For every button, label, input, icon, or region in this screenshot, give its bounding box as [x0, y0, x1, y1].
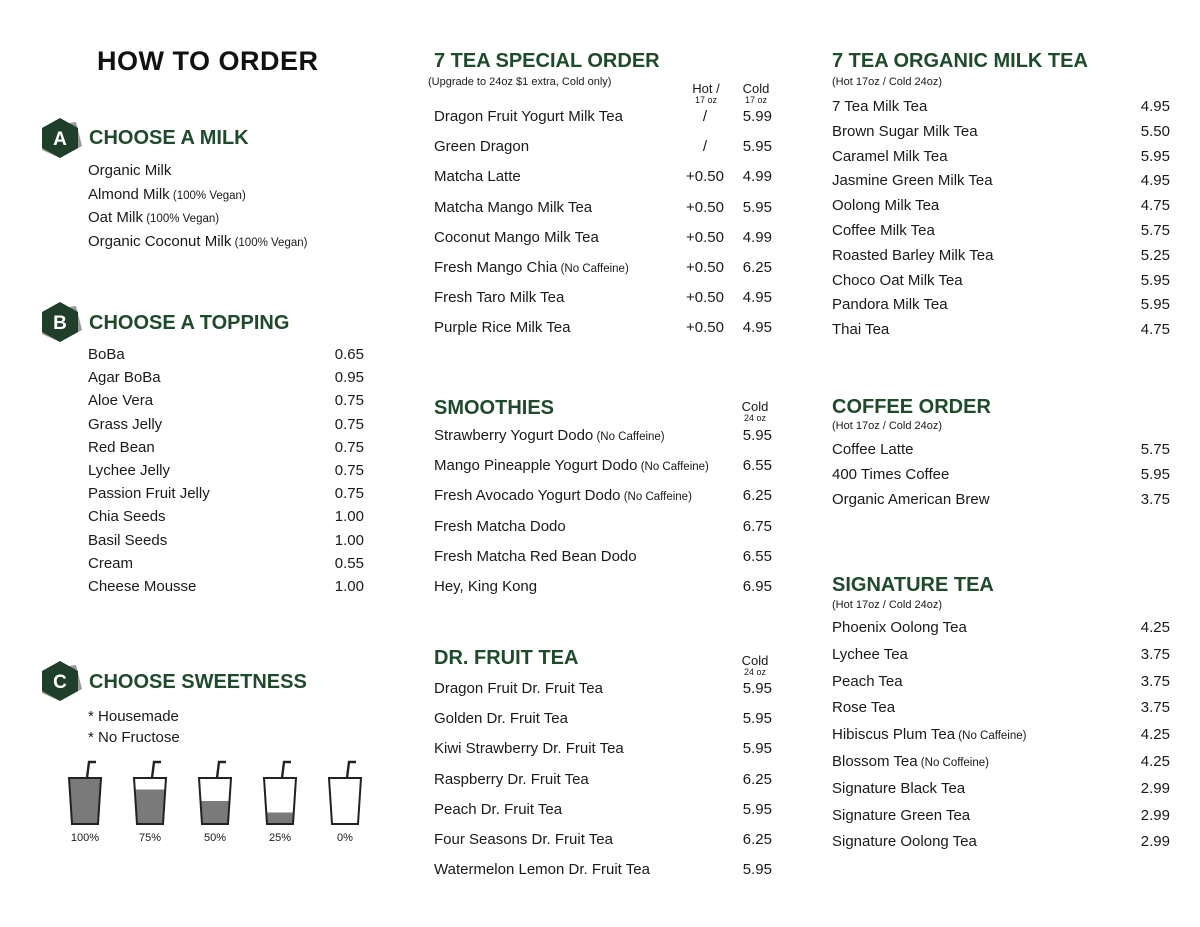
menu-item-name [434, 680, 603, 697]
item-name: Fresh Matcha Red Bean Dodo [434, 547, 637, 565]
smoothies-cold-header: Cold 24 oz [741, 399, 769, 423]
smoothie-price: 6.55 [742, 457, 772, 475]
signature-price: 2.99 [1140, 806, 1170, 824]
cold-price: 4.99 [742, 168, 772, 186]
step-c-letter: C [53, 672, 67, 693]
organic_milk_tea-price: 5.50 [1140, 122, 1170, 140]
smoothie-price: 6.55 [742, 547, 772, 565]
fruit-tea-price: 5.95 [742, 740, 772, 758]
organic_milk_tea-price: 4.75 [1140, 197, 1170, 215]
organic_milk_tea-price: 5.95 [1140, 147, 1170, 165]
cold-price: 5.95 [742, 198, 772, 216]
menu-item-name [832, 673, 903, 690]
cold-price: 4.95 [742, 289, 772, 307]
fruit-tea-price: 5.95 [742, 861, 772, 879]
signature-price: 3.75 [1140, 672, 1170, 690]
item-name: Matcha Mango Milk Tea [434, 198, 593, 216]
menu-item-name [434, 259, 629, 276]
item-note: (No Caffeine) [637, 461, 709, 474]
sweetness-note-housemade: * Housemade [88, 708, 179, 725]
menu-item-name [832, 172, 993, 189]
topping-price: 1.00 [334, 531, 364, 549]
cup-icon [260, 758, 300, 826]
item-name: Dragon Fruit Dr. Fruit Tea [434, 680, 603, 697]
menu-item-name [434, 801, 562, 818]
fruit-tea-price: 5.95 [742, 680, 772, 697]
signature-price: 4.25 [1140, 753, 1170, 770]
cup-icon [325, 758, 365, 826]
item-name: Peach Dr. Fruit Tea [434, 800, 563, 818]
topping-price: 0.75 [334, 415, 364, 433]
cup-icon [130, 758, 170, 826]
menu-item-name [434, 289, 564, 306]
menu-item-name [88, 508, 166, 525]
hot-price: +0.50 [686, 228, 724, 246]
organic-milk-tea-subtitle: (Hot 17oz / Cold 24oz) [832, 76, 943, 88]
hot-price: +0.50 [686, 289, 724, 307]
item-name: Cream [88, 554, 134, 572]
cup-label: 75% [138, 832, 162, 844]
menu-item-name [832, 699, 895, 716]
item-name: Signature Oolong Tea [832, 833, 977, 851]
special-order-subtitle: (Upgrade to 24oz $1 extra, Cold only) [428, 76, 612, 88]
hot-price: +0.50 [686, 168, 724, 186]
hot-price: +0.50 [686, 319, 724, 337]
item-name: Almond Milk [88, 185, 170, 203]
menu-item-name [88, 462, 170, 479]
menu-item-name [434, 487, 692, 504]
topping-price: 0.95 [334, 369, 364, 387]
smoothie-price: 6.75 [742, 517, 772, 535]
item-name: Dragon Fruit Yogurt Milk Tea [434, 108, 623, 125]
menu-item-name [832, 833, 977, 850]
cup-label: 50% [203, 832, 227, 844]
coffee-price: 5.95 [1140, 465, 1170, 483]
menu-item-name [88, 233, 307, 250]
item-name: Hey, King Kong [434, 578, 538, 595]
item-name: BoBa [88, 346, 125, 363]
topping-price: 0.75 [334, 438, 364, 456]
menu-item-name [832, 646, 908, 663]
menu-item-name [434, 199, 592, 216]
menu-item-name [832, 296, 948, 313]
organic_milk_tea-price: 4.95 [1140, 98, 1170, 115]
item-name: Grass Jelly [88, 415, 163, 433]
menu-item-name [832, 726, 1027, 743]
choose-topping-title: CHOOSE A TOPPING [89, 312, 290, 334]
menu-item-name [832, 807, 970, 824]
cold-price: 4.95 [742, 319, 772, 337]
menu-item-name [88, 532, 167, 549]
item-name: Watermelon Lemon Dr. Fruit Tea [434, 861, 650, 879]
item-name: Signature Green Tea [832, 806, 971, 824]
cup-label: 25% [268, 832, 292, 844]
step-b-badge-icon [38, 300, 84, 344]
cup-icon [65, 758, 105, 826]
menu-item-name [434, 578, 537, 595]
item-note: (No Caffeine) [593, 431, 665, 443]
menu-item-name [434, 771, 589, 788]
item-name: Rose Tea [832, 699, 896, 717]
signature-price: 3.75 [1140, 645, 1170, 663]
menu-item-name [434, 229, 599, 246]
menu-item-name [832, 753, 989, 770]
hot-price: / [702, 138, 708, 156]
item-name: Strawberry Yogurt Dodo [434, 427, 594, 444]
item-name: 400 Times Coffee [832, 465, 950, 483]
item-name: Phoenix Oolong Tea [832, 619, 967, 636]
choose-milk-title: CHOOSE A MILK [89, 127, 249, 149]
topping-price: 0.75 [334, 392, 364, 410]
sweetness-cups [60, 758, 380, 850]
item-name: Lychee Jelly [88, 462, 170, 479]
menu-item-name [832, 321, 889, 338]
cold-price: 4.99 [742, 228, 772, 246]
menu-item-name [88, 578, 196, 595]
organic_milk_tea-price: 4.95 [1140, 172, 1170, 190]
cup-icon [195, 758, 235, 826]
cold-price: 5.95 [742, 138, 772, 156]
item-name: Fresh Avocado Yogurt Dodo [434, 487, 621, 505]
signature-title: SIGNATURE TEA [832, 574, 994, 596]
hot-price: +0.50 [686, 198, 724, 216]
organic_milk_tea-price: 5.95 [1140, 271, 1170, 289]
menu-item-name [434, 831, 613, 848]
menu-item-name [434, 457, 709, 474]
menu-item-name [88, 416, 162, 433]
fruit-tea-price: 5.95 [742, 800, 772, 818]
item-name: Blossom Tea [832, 753, 918, 770]
menu-item-name [88, 346, 125, 363]
menu-item-name [434, 518, 566, 535]
hot-price: / [702, 108, 708, 125]
menu-item-name [88, 209, 219, 226]
item-name: Passion Fruit Jelly [88, 485, 210, 503]
how-to-order-title: HOW TO ORDER [97, 46, 319, 76]
organic_milk_tea-price: 5.25 [1140, 246, 1170, 264]
menu-item-name [434, 319, 570, 336]
item-name: Coffee Latte [832, 441, 914, 458]
menu-item-name [832, 619, 967, 636]
signature-price: 4.25 [1140, 726, 1170, 744]
menu-item-name [434, 710, 568, 727]
signature-price: 2.99 [1140, 833, 1170, 851]
item-name: 7 Tea Milk Tea [832, 98, 928, 115]
item-name: Jasmine Green Milk Tea [832, 172, 993, 190]
item-name: Signature Black Tea [832, 779, 966, 797]
menu-item-name [88, 186, 246, 203]
item-name: Coconut Mango Milk Tea [434, 228, 599, 246]
item-note: (100% Vegan) [143, 213, 220, 225]
item-name: Mango Pineapple Yogurt Dodo [434, 457, 638, 475]
special-order-title: 7 TEA SPECIAL ORDER [434, 50, 660, 72]
menu-item-name [832, 441, 913, 458]
item-note: (100% Vegan) [169, 189, 246, 202]
organic-milk-tea-title: 7 TEA ORGANIC MILK TEA [832, 50, 1088, 72]
step-a-letter: A [53, 129, 67, 150]
fruit-tea-cold-header: Cold 24 oz [741, 653, 769, 677]
menu-item-name [832, 123, 978, 140]
menu-item-name [88, 555, 133, 572]
topping-price: 0.65 [334, 346, 364, 363]
item-name: Red Bean [88, 438, 155, 456]
organic_milk_tea-price: 5.95 [1140, 296, 1170, 314]
menu-item-name [832, 247, 993, 264]
menu-item-name [434, 740, 624, 757]
menu-item-name [832, 272, 963, 289]
menu-item-name [88, 485, 210, 502]
item-name: Matcha Latte [434, 168, 521, 186]
menu-item-name [832, 491, 990, 508]
step-b-letter: B [53, 313, 67, 334]
menu-item-name [88, 392, 153, 409]
item-name: Golden Dr. Fruit Tea [434, 710, 568, 728]
fruit-tea-price: 6.25 [742, 770, 772, 788]
cold-price: 5.99 [742, 108, 772, 125]
coffee-price: 5.75 [1140, 441, 1170, 458]
organic_milk_tea-price: 5.75 [1140, 222, 1170, 239]
coffee-subtitle: (Hot 17oz / Cold 24oz) [832, 420, 943, 432]
item-name: Oolong Milk Tea [832, 197, 940, 215]
item-name: Thai Tea [832, 321, 890, 339]
fruit-tea-price: 6.25 [742, 831, 772, 848]
item-name: Fresh Mango Chia [434, 259, 558, 276]
item-name: Coffee Milk Tea [832, 222, 935, 239]
coffee-title: COFFEE ORDER [832, 396, 991, 418]
cold-price: 6.25 [742, 259, 772, 276]
topping-price: 0.75 [334, 485, 364, 503]
coffee-price: 3.75 [1140, 490, 1170, 508]
menu-item-name [434, 168, 521, 185]
signature-price: 3.75 [1140, 699, 1170, 717]
item-name: Purple Rice Milk Tea [434, 319, 571, 337]
hot-header: Hot / 17 oz [692, 81, 720, 105]
menu-item-name [832, 197, 939, 214]
fruit-tea-title: DR. FRUIT TEA [434, 647, 579, 669]
menu-item-name [88, 439, 155, 456]
item-name: Roasted Barley Milk Tea [832, 246, 994, 264]
item-name: Hibiscus Plum Tea [832, 726, 956, 744]
item-note: (No Caffeine) [955, 730, 1027, 743]
menu-item-name [434, 138, 529, 155]
item-name: Green Dragon [434, 138, 530, 156]
asterisk-icon: * [88, 729, 94, 746]
item-name: Chia Seeds [88, 508, 166, 526]
menu-item-name [832, 98, 927, 115]
item-name: Choco Oat Milk Tea [832, 271, 963, 289]
choose-sweetness-title: CHOOSE SWEETNESS [89, 671, 307, 693]
cup-label: 0% [337, 832, 353, 844]
smoothie-price: 6.25 [742, 487, 772, 505]
item-name: Peach Tea [832, 672, 903, 690]
sweetness-note-no-fructose: * No Fructose [88, 729, 180, 746]
menu-item-name [88, 369, 161, 386]
step-c-badge-icon [38, 659, 84, 703]
topping-price: 0.75 [334, 462, 364, 479]
item-name: Raspberry Dr. Fruit Tea [434, 770, 589, 788]
item-name: Oat Milk [88, 209, 144, 226]
smoothie-price: 6.95 [742, 578, 772, 595]
menu-item-name [434, 548, 637, 565]
item-name: Organic Coconut Milk [88, 232, 232, 250]
item-note: (100% Vegan) [231, 236, 308, 249]
menu-item-name [832, 780, 965, 797]
item-note: (No Caffeine) [557, 263, 629, 275]
smoothie-price: 5.95 [742, 427, 772, 444]
item-note: (No Caffeine) [620, 491, 692, 504]
asterisk-icon: * [88, 708, 94, 725]
item-name: Pandora Milk Tea [832, 296, 948, 314]
menu-item-name [88, 162, 171, 179]
signature-subtitle: (Hot 17oz / Cold 24oz) [832, 599, 943, 611]
topping-price: 0.55 [334, 554, 364, 572]
cup-label: 100% [70, 832, 100, 844]
item-name: Organic Milk [88, 162, 172, 179]
item-name: Cheese Mousse [88, 578, 197, 595]
item-name: Kiwi Strawberry Dr. Fruit Tea [434, 740, 624, 758]
item-name: Aloe Vera [88, 392, 154, 410]
menu-item-name [832, 148, 948, 165]
step-a-badge-icon [38, 116, 84, 160]
menu-item-name [832, 222, 935, 239]
smoothies-title: SMOOTHIES [434, 397, 555, 419]
menu-item-name [434, 861, 650, 878]
item-name: Organic American Brew [832, 490, 990, 508]
item-name: Agar BoBa [88, 369, 161, 387]
item-note: (No Coffeine) [917, 757, 989, 769]
menu-item-name [832, 466, 949, 483]
organic_milk_tea-price: 4.75 [1140, 321, 1170, 339]
hot-price: +0.50 [686, 259, 724, 276]
item-name: Fresh Matcha Dodo [434, 517, 566, 535]
topping-price: 1.00 [334, 578, 364, 595]
cold-header: Cold 17 oz [742, 81, 770, 105]
menu-item-name [434, 427, 665, 444]
item-name: Lychee Tea [832, 645, 908, 663]
item-name: Basil Seeds [88, 531, 168, 549]
topping-price: 1.00 [334, 508, 364, 526]
fruit-tea-price: 5.95 [742, 710, 772, 728]
signature-price: 2.99 [1140, 779, 1170, 797]
item-name: Four Seasons Dr. Fruit Tea [434, 831, 613, 848]
item-name: Brown Sugar Milk Tea [832, 122, 978, 140]
signature-price: 4.25 [1140, 619, 1170, 636]
menu-item-name [434, 108, 623, 125]
item-name: Caramel Milk Tea [832, 147, 948, 165]
item-name: Fresh Taro Milk Tea [434, 289, 565, 307]
